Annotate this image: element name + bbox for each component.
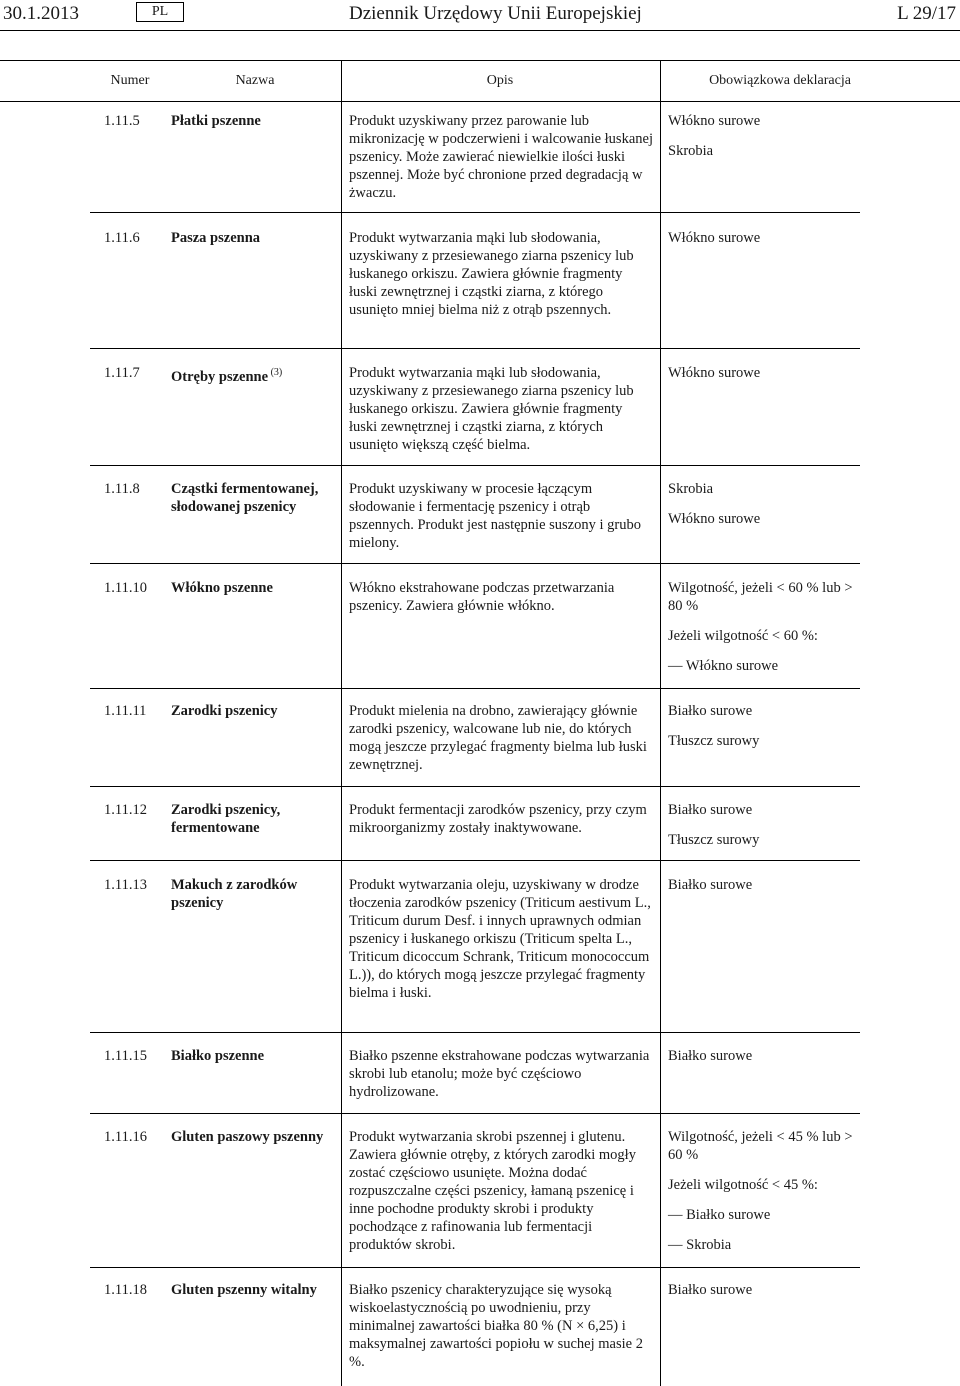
declaration-item: Białko surowe [668, 877, 753, 893]
entry-description: Produkt wytwarzania mąki lub słodowania, uzyskiwany z przesiewanego ziarna pszenicy lub łuskanego orkiszu. Zawiera głównie fragmenty łuski zewnętrznej i cząstki ziarna, z których usunięto większą część bielma. [349, 365, 634, 453]
row-divider [90, 348, 860, 349]
column-header-declaration: Obowiązkowa deklaracja [709, 73, 851, 88]
entry-declaration [668, 702, 866, 762]
entry-description: Produkt uzyskiwany przez parowanie lub mikronizację w podczerwieni i walcowanie łuskanej pszenicy. Może zawierać niewielkie ilości łuski pszennej. Może być chronione przed degradacją w żwaczu. [349, 113, 653, 201]
entry-declaration [668, 364, 866, 394]
declaration-item: Włókno surowe [668, 365, 761, 381]
declaration-item: Skrobia [668, 143, 714, 159]
row-divider [90, 688, 860, 689]
entry-declaration [668, 876, 866, 906]
entry-description: Białko pszenicy charakteryzujące się wysoką wiskoelastycznością po uwodnieniu, przy minimalnej zawartości białka 80 % (N × 6,25) i maksymalnej zawartości popiołu w suchej masie 2 %. [349, 1282, 643, 1370]
entry-declaration [668, 1128, 866, 1266]
entry-number: 1.11.5 [104, 113, 140, 129]
declaration-item: Tłuszcz surowy [668, 832, 760, 848]
column-header-number: Numer [110, 73, 150, 88]
row-divider [90, 1032, 860, 1033]
language-badge: PL [136, 2, 184, 22]
column-divider [341, 60, 342, 1386]
publication-date: 30.1.2013 [3, 3, 79, 24]
declaration-item: Włókno surowe [668, 511, 761, 527]
row-divider [90, 786, 860, 787]
row-divider [90, 1267, 860, 1268]
entry-number: 1.11.18 [104, 1282, 147, 1298]
column-header-name: Nazwa [235, 73, 275, 88]
entry-name: Pasza pszenna [171, 230, 261, 246]
entry-name: Zarodki pszenicy [171, 703, 278, 719]
declaration-item: Jeżeli wilgotność < 60 %: [668, 628, 818, 644]
entry-number: 1.11.12 [104, 802, 147, 818]
declaration-item: Białko surowe [668, 703, 753, 719]
entry-description: Produkt wytwarzania skrobi pszennej i glutenu. Zawiera głównie otręby, z których zarodki mogły zostać częściowo usunięte. Można dodać rozpuszczalne części pszenicy, łamaną pszenicę i inne pochodne produkty skrobi i produkty pochodzące z rafinowania lub fermentacji produktów skrobi. [349, 1129, 636, 1253]
entry-name: Białko pszenne [171, 1048, 265, 1064]
entry-description: Produkt fermentacji zarodków pszenicy, przy czym mikroorganizmy zostały inaktywowane. [349, 802, 647, 836]
entry-description: Produkt wytwarzania mąki lub słodowania, uzyskiwany z przesiewanego ziarna pszenicy lub łuskanego orkiszu. Zawiera głównie fragmenty łuski zewnętrznej i cząstki ziarna, z którego usunięto mniej bielma niż z otrąb pszennych. [349, 230, 634, 318]
entry-number: 1.11.6 [104, 230, 140, 246]
entry-number: 1.11.11 [104, 703, 147, 719]
journal-title: Dziennik Urzędowy Unii Europejskiej [349, 3, 642, 24]
declaration-item: Skrobia [668, 481, 714, 497]
declaration-item: Białko surowe [668, 802, 753, 818]
declaration-item: Jeżeli wilgotność < 45 %: [668, 1177, 818, 1193]
declaration-item: Włókno surowe [668, 230, 761, 246]
row-divider [90, 465, 860, 466]
entry-description: Białko pszenne ekstrahowane podczas wytwarzania skrobi lub etanolu; może być częściowo hydrolizowane. [349, 1048, 650, 1100]
entry-declaration [668, 801, 866, 861]
declaration-item: Wilgotność, jeżeli < 60 % lub > 80 % [668, 580, 853, 614]
entry-number: 1.11.15 [104, 1048, 147, 1064]
declaration-item: Białko surowe [668, 1048, 753, 1064]
table-header [0, 60, 960, 102]
entry-name: Włókno pszenne [171, 580, 273, 596]
entry-name: Cząstki fermentowanej, słodowanej pszenicy [171, 481, 319, 515]
declaration-item: — Białko surowe [668, 1207, 771, 1223]
page-header [0, 0, 960, 31]
entry-declaration [668, 1281, 866, 1311]
entry-number: 1.11.10 [104, 580, 147, 596]
entry-declaration [668, 1047, 866, 1077]
row-divider [90, 860, 860, 861]
footnote-reference: (3) [268, 367, 283, 378]
column-divider [660, 60, 661, 1386]
column-header-description: Opis [486, 73, 514, 88]
declaration-item: — Skrobia [668, 1237, 732, 1253]
entry-description: Włókno ekstrahowane podczas przetwarzania pszenicy. Zawiera głównie włókno. [349, 580, 615, 614]
entry-name: Makuch z zarodków pszenicy [171, 877, 298, 911]
entry-number: 1.11.7 [104, 365, 140, 381]
declaration-item: Wilgotność, jeżeli < 45 % lub > 60 % [668, 1129, 853, 1163]
entry-declaration [668, 112, 866, 172]
entry-declaration [668, 480, 866, 540]
row-divider [90, 563, 860, 564]
entry-description: Produkt uzyskiwany w procesie łączącym słodowanie i fermentację pszenicy i otrąb pszennych. Produkt jest następnie suszony i grubo mielony. [349, 481, 641, 551]
declaration-item: — Włókno surowe [668, 658, 779, 674]
entry-name: Gluten paszowy pszenny [171, 1129, 324, 1145]
entry-name: Otręby pszenne $^{(3)}$ [171, 367, 283, 385]
entry-number: 1.11.8 [104, 481, 140, 497]
declaration-item: Białko surowe [668, 1282, 753, 1298]
entry-name: Gluten pszenny witalny [171, 1282, 317, 1298]
entry-description: Produkt mielenia na drobno, zawierający głównie zarodki pszenicy, walcowane lub nie, do których mogą jeszcze przylegać fragmenty bielma lub łuski zewnętrznej. [349, 703, 647, 773]
page-reference: L 29/17 [897, 3, 956, 24]
declaration-item: Tłuszcz surowy [668, 733, 760, 749]
entry-description: Produkt wytwarzania oleju, uzyskiwany w drodze tłoczenia zarodków pszenicy (Triticum aestivum L., Triticum durum Desf. i innych uprawnych odmian pszenicy i łuskanego orkiszu (Triticum spelta L., Triticum dicoccum Schrank, Triticum monococcum L.)), do których mogą jeszcze przylegać fragmenty bielma i łuski. [349, 877, 651, 1001]
declaration-item: Włókno surowe [668, 113, 761, 129]
row-divider [90, 212, 860, 213]
entry-number: 1.11.16 [104, 1129, 147, 1145]
entry-name: Płatki pszenne [171, 113, 261, 129]
entry-number: 1.11.13 [104, 877, 147, 893]
row-divider [90, 1113, 860, 1114]
entry-declaration [668, 229, 866, 259]
entry-declaration [668, 579, 866, 687]
entry-name: Zarodki pszenicy, fermentowane [171, 802, 281, 836]
